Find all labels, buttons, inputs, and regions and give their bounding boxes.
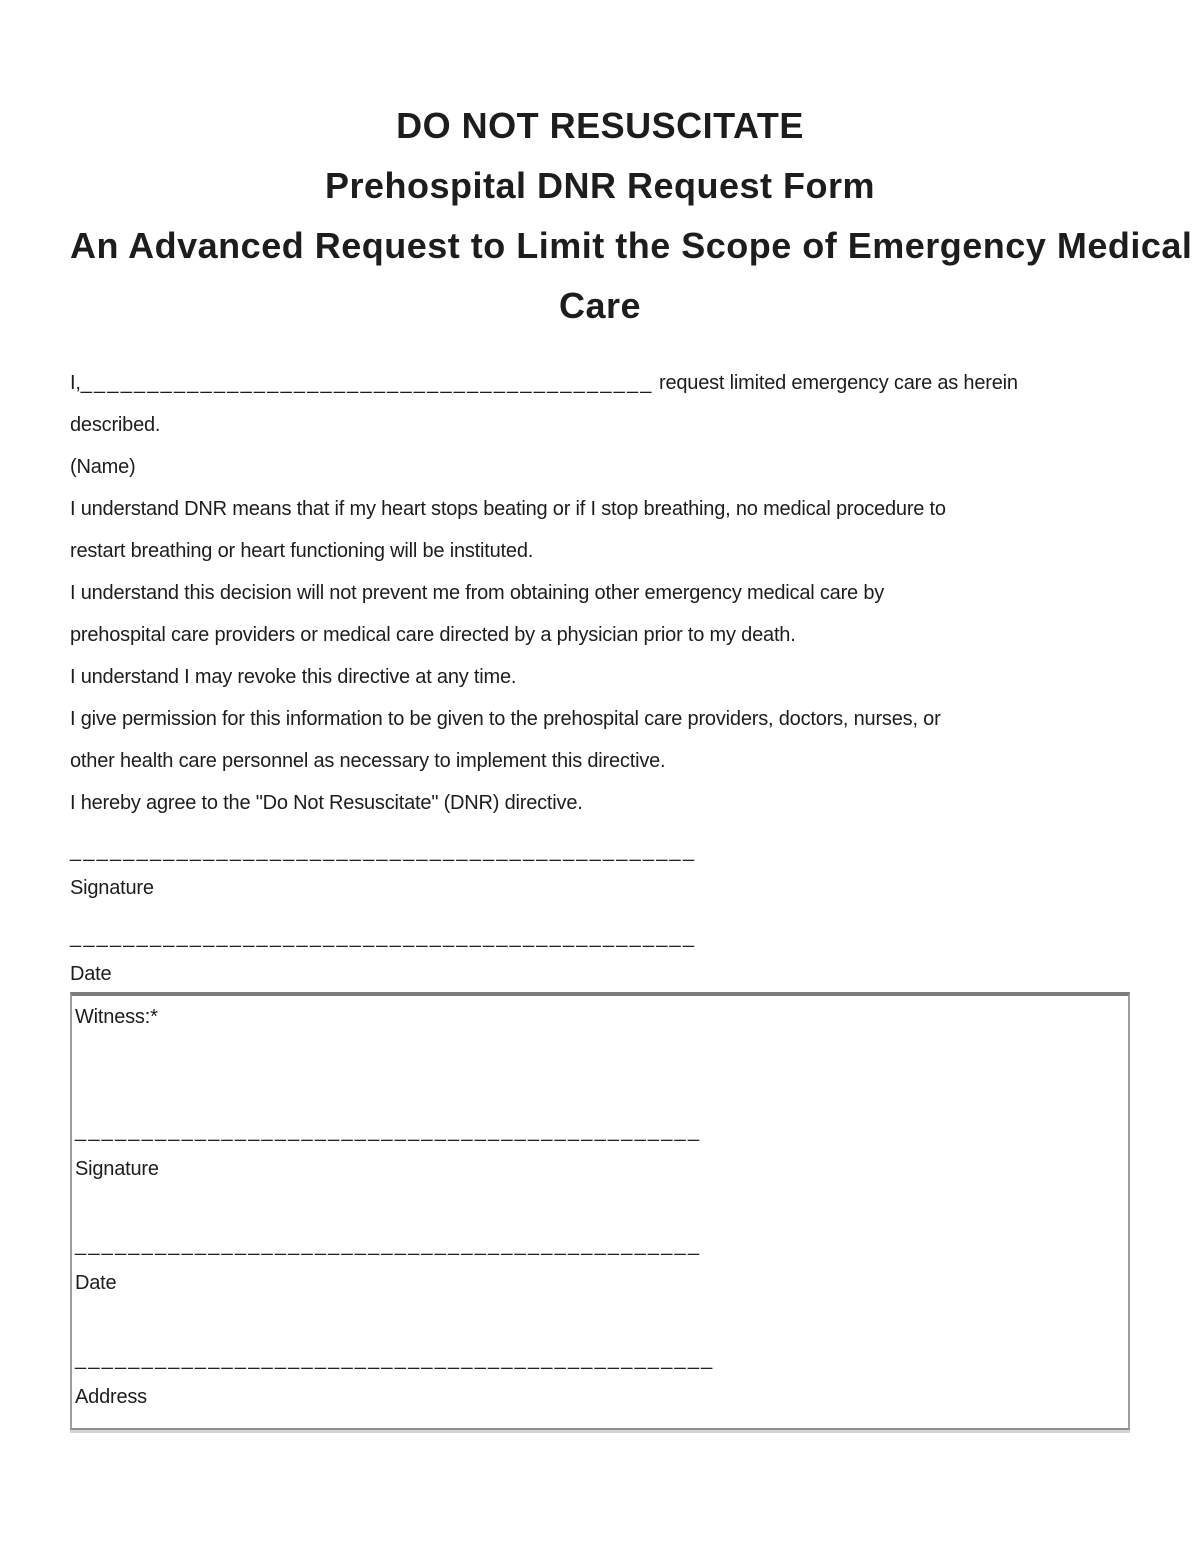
- statement-line: other health care personnel as necessary to implement this directive.: [70, 750, 666, 772]
- form-title: [70, 96, 1193, 336]
- intro-continuation: described.: [70, 414, 161, 436]
- intro-suffix: request limited emergency care as herein: [653, 372, 1018, 394]
- statement-line: I understand DNR means that if my heart stops beating or if I stop breathing, no medical procedure to: [70, 498, 946, 520]
- statement-line: I understand I may revoke this directive at any time.: [70, 666, 517, 688]
- witness-box: [70, 992, 1130, 1430]
- witness-heading: Witness:*: [75, 1006, 158, 1028]
- signature-date-section: [70, 832, 1130, 992]
- witness-signature-label: Signature: [75, 1158, 159, 1180]
- intro-prefix: I,: [70, 372, 81, 394]
- witness-signature-line: _______________________________________________: [75, 1120, 702, 1142]
- statement-line: I give permission for this information to be given to the prehospital care providers, doctors, nurses, or: [70, 708, 941, 730]
- intro-line: [70, 362, 1130, 404]
- statement-line: restart breathing or heart functioning will be instituted.: [70, 540, 534, 562]
- signature-line: _______________________________________________: [70, 840, 697, 862]
- witness-address-line: ________________________________________________: [75, 1348, 715, 1370]
- witness-box-spacer: [75, 1036, 1122, 1112]
- form-body: [70, 362, 1130, 1430]
- form-title-line-4: Care: [558, 285, 642, 326]
- witness-box-spacer: [75, 1302, 1122, 1340]
- date-line: _______________________________________________: [70, 926, 697, 948]
- statement-line: prehospital care providers or medical care directed by a physician prior to my death.: [70, 624, 796, 646]
- statement-line: I hereby agree to the "Do Not Resuscitate" (DNR) directive.: [70, 792, 583, 814]
- name-blank-line: ___________________________________________: [80, 372, 654, 394]
- witness-address-label: Address: [75, 1386, 147, 1408]
- witness-box-spacer: [75, 1188, 1122, 1226]
- witness-date-label: Date: [75, 1272, 117, 1294]
- form-title-line-1: DO NOT RESUSCITATE: [396, 105, 804, 146]
- form-title-line-3: An Advanced Request to Limit the Scope of Emergency Medical: [70, 225, 1193, 266]
- date-label: Date: [70, 963, 112, 985]
- witness-date-line: _______________________________________________: [75, 1234, 702, 1256]
- signature-label: Signature: [70, 877, 154, 899]
- form-title-line-2: Prehospital DNR Request Form: [324, 165, 876, 206]
- statement-line: I understand this decision will not prevent me from obtaining other emergency medical care by: [70, 582, 885, 604]
- name-label: (Name): [70, 456, 136, 478]
